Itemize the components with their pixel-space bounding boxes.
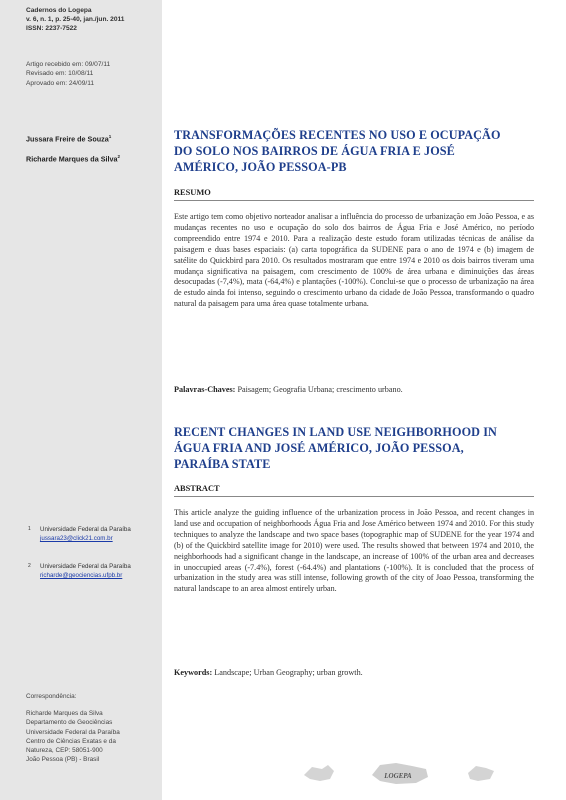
pt-section-heading: RESUMO	[174, 188, 211, 197]
logo-text: LOGEPA	[384, 772, 412, 780]
pt-keywords	[174, 385, 534, 394]
footnote-number: 1	[28, 526, 31, 532]
article-dates	[26, 60, 110, 88]
footnote-affiliation: Universidade Federal da Paraíba	[40, 563, 131, 570]
correspondence-line: Centro de Ciências Exatas e da	[26, 737, 116, 745]
footnote-affiliation: Universidade Federal da Paraíba	[40, 526, 131, 533]
en-section-heading: ABSTRACT	[174, 484, 220, 493]
correspondence-heading: Correspondência:	[26, 693, 77, 700]
en-abstract: This article analyze the guiding influence of the urbanization process in João Pessoa, and recent changes in land use and occupation of neighborhoods Água Fria and Jose Américo between 1974 and 2010. For this study techniques to analyze the landscape and two space bases (topographic map of SUDENE for the year 1974 and (b) of the Quickbird satellite image for 2010) were used. The results showed that between 1974 and 2010, the neighborhoods had a significant change in the landscape, an increase of 100% of the urban area and decreases in unoccupied areas (-7.4%), forest (-64.4%) and plantations (-100%). It is concluded that the process of urbanization in the study area was still intense, following growth of the city of Joao Pessoa, transforming the natural landscape to an area almost entirely urban.	[174, 508, 534, 594]
correspondence-line: Departamento de Geociências	[26, 719, 113, 727]
footnote-2	[28, 562, 131, 580]
en-keywords-text: Landscape; Urban Geography; urban growth.	[212, 668, 363, 677]
en-title-line: PARAÍBA STATE	[174, 457, 271, 471]
pt-title-line: AMÉRICO, JOÃO PESSOA-PB	[174, 160, 347, 174]
en-keywords	[174, 668, 534, 677]
journal-issn: ISSN: 2237-7522	[26, 25, 77, 33]
author-1	[26, 128, 120, 148]
footnote-email-link[interactable]: richarde@geociencias.ufpb.br	[40, 572, 123, 579]
date-received: Artigo recebido em: 09/07/11	[26, 61, 111, 68]
pt-abstract: Este artigo tem como objetivo norteador analisar a influência do processo de urbanização em João Pessoa, e as mudanças recentes no uso e ocupação do solo dos bairros de Água Fria e José Américo, no período compreendido entre 1974 e 2010. Para a realização deste estudo foram utilizadas técnicas de análise da paisagem e duas bases espaciais: (a) carta topográfica da SUDENE para o ano de 1974 e (b) imagem de satélite do Quickbird para 2010. Os resultados mostraram que entre 1974 e 2010 os dois bairros tiveram uma mudança significativa na paisagem, com crescimento de 100% de área urbana e diminuições das áreas desocupadas (-7,4%), mata (-64,4%) e plantações (-100%). Conclui-se que o processo de urbanização na área de estudo ainda foi intenso, seguindo o crescimento urbano da cidade de João Pessoa, transformando o quadro natural da paisagem para uma área quase totalmente urbana.	[174, 212, 534, 309]
pt-keywords-text: Paisagem; Geografia Urbana; crescimento urbano.	[235, 385, 403, 394]
correspondence	[26, 692, 120, 764]
correspondence-line: Universidade Federal da Paraíba	[26, 728, 120, 736]
en-title-line: ÁGUA FRIA AND JOSÉ AMÉRICO, JOÃO PESSOA,	[174, 441, 464, 455]
footnote-number: 2	[28, 563, 31, 569]
author-sup: 2	[117, 154, 120, 160]
journal-info	[26, 6, 124, 34]
date-revised: Revisado em: 10/08/11	[26, 70, 94, 78]
pt-keywords-label: Palavras-Chaves:	[174, 385, 236, 394]
author-name: Jussara Freire de Souza	[26, 134, 109, 144]
en-title	[174, 424, 534, 472]
en-keywords-label: Keywords:	[174, 668, 213, 677]
author-2	[26, 148, 120, 168]
pt-title	[174, 127, 534, 175]
pt-section-rule	[174, 200, 534, 201]
correspondence-line: Richarde Marques da Silva	[26, 710, 103, 718]
journal-issue: v. 6, n. 1, p. 25-40, jan./jun. 2011	[26, 16, 125, 24]
footnote-1	[28, 525, 131, 543]
journal-name: Cadernos do Logepa	[26, 7, 92, 14]
author-name: Richarde Marques da Silva	[26, 154, 118, 164]
pt-title-line: DO SOLO NOS BAIRROS DE ÁGUA FRIA E JOSÉ	[174, 144, 455, 158]
correspondence-line: Natureza, CEP: 58051-900	[26, 747, 103, 755]
date-approved: Aprovado em: 24/09/11	[26, 79, 95, 87]
en-section-rule	[174, 496, 534, 497]
author-list	[26, 128, 120, 169]
en-title-line: RECENT CHANGES IN LAND USE NEIGHBORHOOD IN	[174, 425, 497, 439]
footnote-email-link[interactable]: jussara23@click21.com.br	[40, 535, 113, 542]
author-sup: 1	[108, 134, 112, 139]
sidebar	[0, 0, 162, 800]
correspondence-line: João Pessoa (PB) - Brasil	[26, 756, 100, 764]
logepa-logo	[300, 757, 500, 787]
pt-title-line: TRANSFORMAÇÕES RECENTES NO USO E OCUPAÇÃO	[174, 128, 501, 142]
